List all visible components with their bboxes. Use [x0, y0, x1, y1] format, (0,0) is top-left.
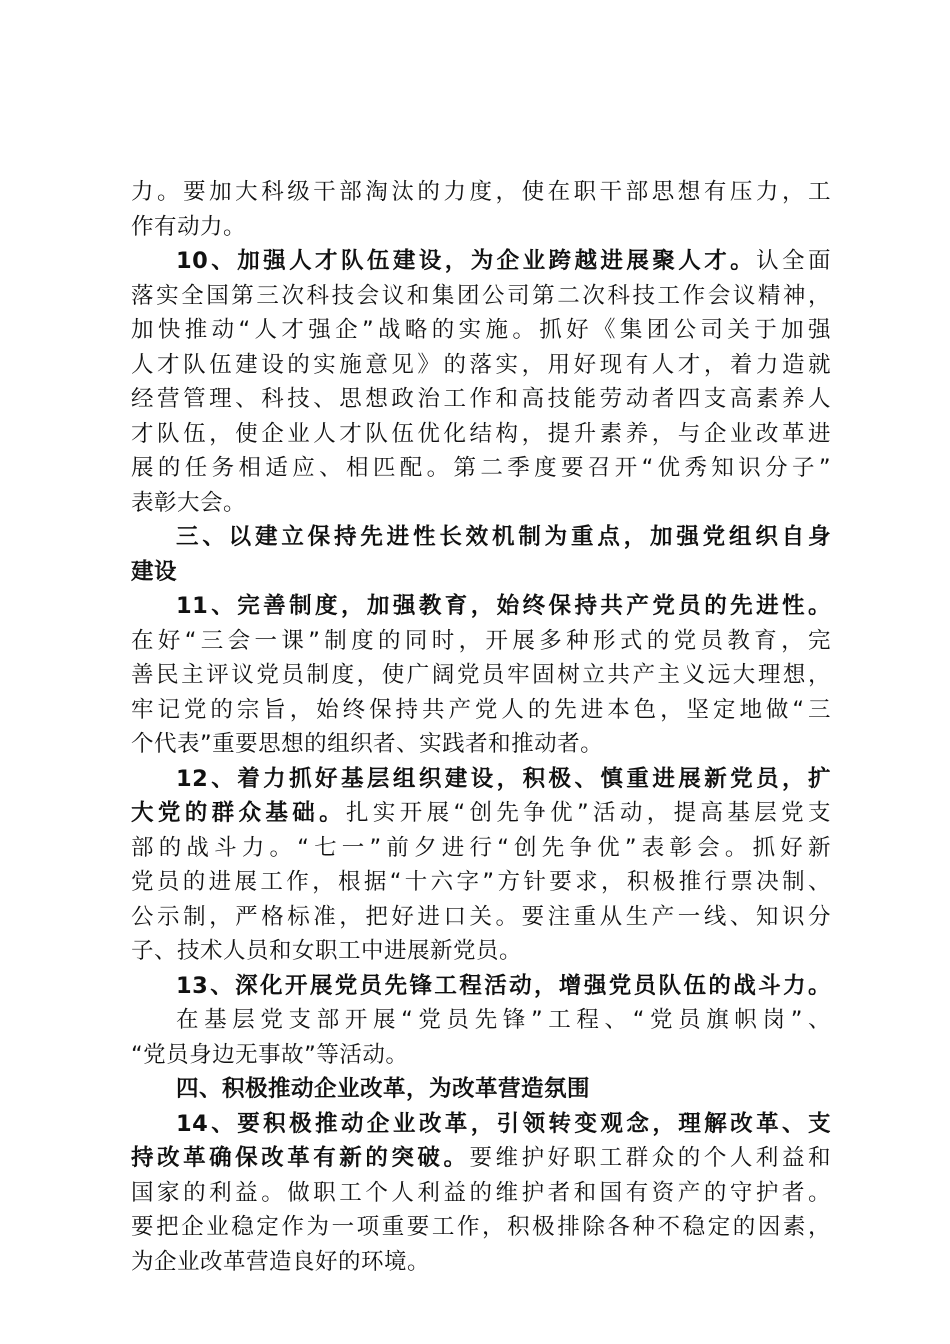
- text-segment: 善民主评议党员制度，使广阔党员牢固树立共产主义远大理想，: [131, 662, 831, 688]
- text-segment: 牢记党的宗旨，始终保持共产党人的先进本色，坚定地做“三: [131, 696, 831, 723]
- text-segment: 扎实开展“创先争优”活动，提高基层党支: [345, 800, 831, 826]
- text-line: [131, 175, 831, 210]
- text-line: [131, 1176, 831, 1211]
- text-segment: 作有动力。: [131, 213, 247, 240]
- text-line: [131, 934, 831, 969]
- text-line: [131, 486, 831, 521]
- bold-text-segment: 12、着力抓好基层组织建设，积极、慎重进展新党员，扩: [176, 765, 831, 792]
- bold-text-segment: 10、加强人才队伍建设，为企业跨越进展聚人才。: [176, 248, 757, 274]
- text-line: [131, 520, 831, 555]
- text-segment: 展的任务相适应、相匹配。第二季度要召开“优秀知识分子”: [131, 455, 831, 481]
- bold-text-segment: 持改革确保改革有新的突破。: [131, 1145, 470, 1171]
- text-segment: 经营管理、科技、思想政治工作和高技能劳动者四支高素养人: [131, 386, 831, 412]
- text-line: [131, 865, 831, 900]
- text-segment: 在好“三会一课”制度的同时，开展多种形式的党员教育，完: [131, 627, 831, 654]
- document-body: [131, 175, 831, 1279]
- text-segment: 认全面: [756, 248, 831, 274]
- text-segment: “党员身边无事故”等活动。: [131, 1041, 409, 1068]
- text-line: [131, 1141, 831, 1176]
- text-line: [131, 1003, 831, 1038]
- bold-text-segment: 大党的群众基础。: [131, 800, 346, 826]
- text-line: [131, 1107, 831, 1142]
- bold-text-segment: 14、要积极推动企业改革，引领转变观念，理解改革、支: [176, 1110, 831, 1137]
- text-segment: 才队伍，使企业人才队伍优化结构，提升素养，与企业改革进: [131, 420, 831, 447]
- text-segment: 落实全国第三次科技会议和集团公司第二次科技工作会议精神，: [131, 282, 831, 309]
- text-line: [131, 348, 831, 383]
- text-line: [131, 1038, 831, 1073]
- text-segment: 部的战斗力。“七一”前夕进行“创先争优”表彰会。抓好新: [131, 834, 831, 861]
- text-line: [131, 313, 831, 348]
- text-line: [131, 969, 831, 1004]
- bold-text-segment: 建设: [131, 558, 178, 585]
- text-line: [131, 762, 831, 797]
- bold-text-segment: 四、积极推动企业改革，为改革营造氛围: [176, 1076, 591, 1102]
- text-line: [131, 658, 831, 693]
- text-line: [131, 417, 831, 452]
- bold-text-segment: 三、以建立保持先进性长效机制为重点，加强党组织自身: [176, 524, 831, 550]
- text-line: [131, 382, 831, 417]
- text-segment: 表彰大会。: [131, 489, 247, 516]
- text-segment: 人才队伍建设的实施意见》的落实，用好现有人才，着力造就: [131, 351, 831, 378]
- text-line: [131, 451, 831, 486]
- text-line: [131, 727, 831, 762]
- text-line: [131, 210, 831, 245]
- text-segment: 加快推动“人才强企”战略的实施。抓好《集团公司关于加强: [131, 317, 831, 343]
- text-segment: 在基层党支部开展“党员先锋”工程、“党员旗帜岗”、: [176, 1007, 831, 1033]
- bold-text-segment: 11、完善制度，加强教育，始终保持共产党员的先进性。: [176, 593, 831, 619]
- bold-text-segment: 13、深化开展党员先锋工程活动，增强党员队伍的战斗力。: [176, 972, 831, 999]
- text-segment: 为企业改革营造良好的环境。: [131, 1248, 431, 1275]
- text-line: [131, 279, 831, 314]
- text-line: [131, 589, 831, 624]
- text-segment: 力。要加大科级干部淘汰的力度，使在职干部思想有压力，工: [131, 179, 831, 205]
- text-segment: 公示制，严格标准，把好进口关。要注重从生产一线、知识分: [131, 903, 831, 930]
- text-line: [131, 831, 831, 866]
- text-line: [131, 244, 831, 279]
- text-segment: 子、技术人员和女职工中进展新党员。: [131, 938, 523, 964]
- text-segment: 个代表”重要思想的组织者、实践者和推动者。: [131, 731, 604, 757]
- text-line: [131, 1245, 831, 1280]
- text-line: [131, 555, 831, 590]
- text-line: [131, 1072, 831, 1107]
- text-line: [131, 1210, 831, 1245]
- text-line: [131, 624, 831, 659]
- text-line: [131, 796, 831, 831]
- text-segment: 要把企业稳定作为一项重要工作，积极排除各种不稳定的因素，: [131, 1214, 831, 1240]
- text-segment: 国家的利益。做职工个人利益的维护者和国有资产的守护者。: [131, 1179, 831, 1206]
- text-line: [131, 900, 831, 935]
- text-segment: 党员的进展工作，根据“十六字”方针要求，积极推行票决制、: [131, 869, 831, 895]
- text-line: [131, 693, 831, 728]
- text-segment: 要维护好职工群众的个人利益和: [469, 1145, 831, 1171]
